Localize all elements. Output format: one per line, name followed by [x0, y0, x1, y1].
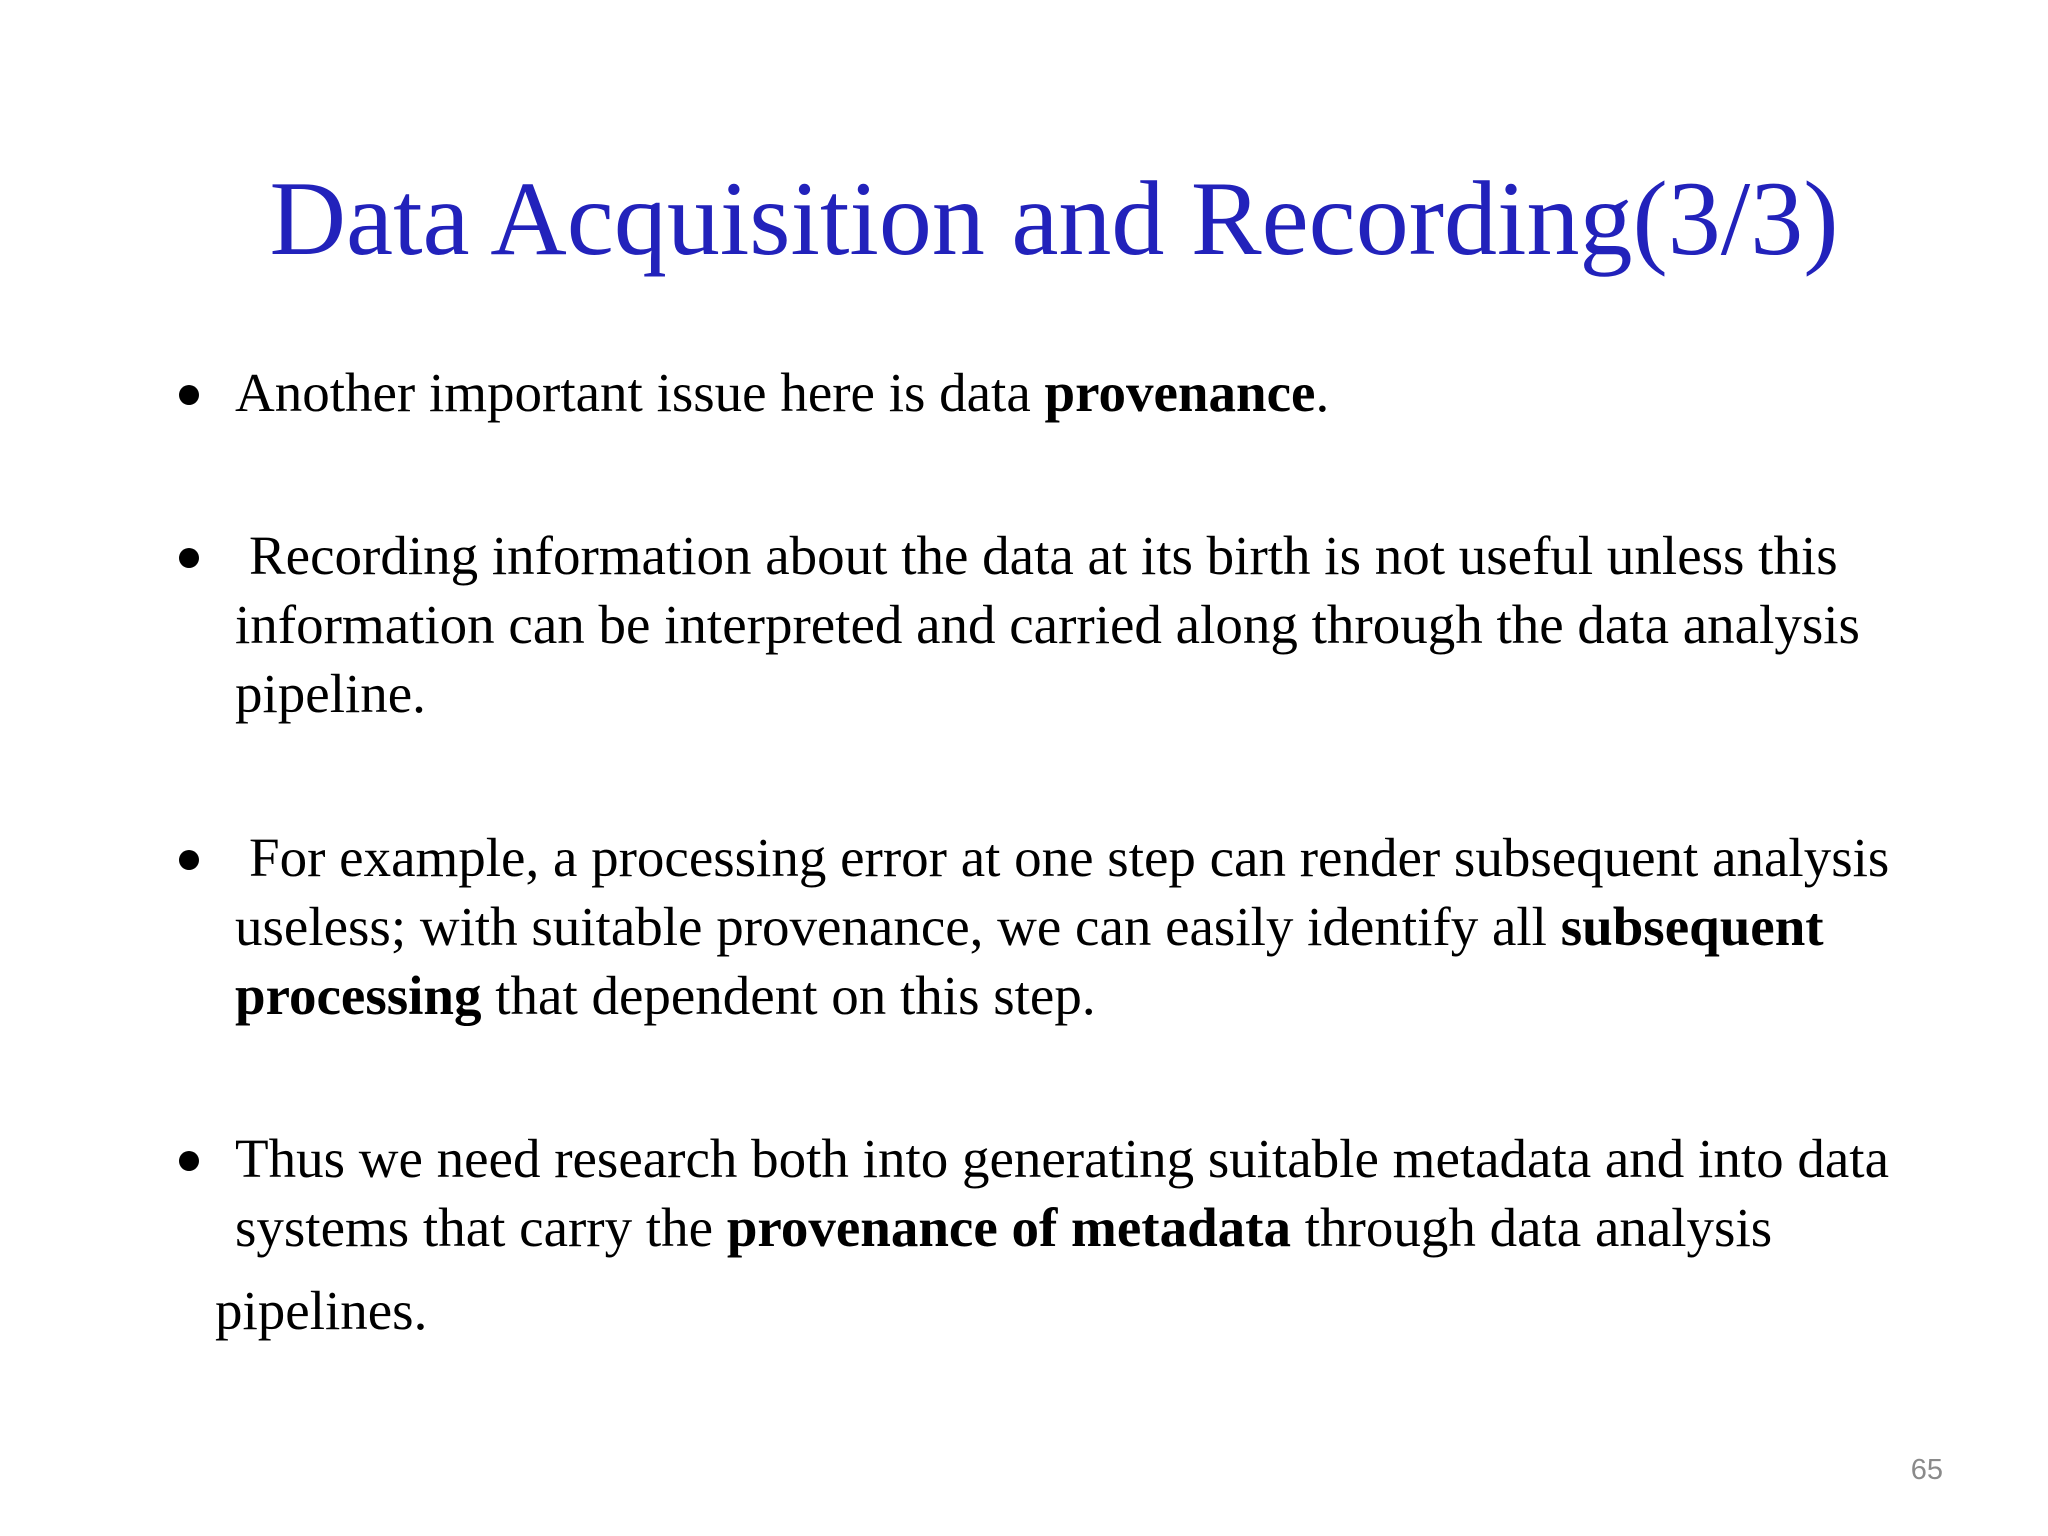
text-line: [235, 1124, 2035, 1193]
text-run: .: [1315, 362, 1330, 423]
text-line: [235, 823, 2035, 892]
text-line: [235, 1193, 2035, 1262]
text-line: [235, 961, 2035, 1030]
text-line: [215, 1276, 2035, 1345]
text-run: that dependent on this step.: [481, 965, 1096, 1026]
bullet-dot-icon: [179, 548, 199, 568]
page-number: 65: [1910, 1454, 1943, 1486]
text-line: [235, 358, 2035, 427]
text-line: [235, 659, 2035, 728]
text-run: useless; with suitable provenance, we can easily identify all: [235, 896, 1561, 957]
bullet-dot-icon: [179, 1151, 199, 1171]
emphasis-text: provenance of metadata: [726, 1197, 1291, 1258]
bullet-dot-icon: [179, 385, 199, 405]
text-run: information can be interpreted and carried along through the data analysis: [235, 594, 1860, 655]
bullet-text: [235, 358, 2035, 427]
text-run: For example, a processing error at one step can render subsequent analysis: [249, 827, 1890, 888]
bullet-text: [235, 823, 2035, 1030]
text-run: through data analysis: [1291, 1197, 1773, 1258]
text-line: [235, 892, 2035, 961]
text-run: Recording information about the data at its birth is not useful unless this: [249, 525, 1838, 586]
bullet-text: [215, 1124, 2035, 1345]
text-line: [235, 521, 2035, 590]
text-run: systems that carry the: [235, 1197, 727, 1258]
emphasis-text: provenance: [1044, 362, 1316, 423]
text-run: pipelines.: [215, 1280, 428, 1341]
slide-title: Data Acquisition and Recording(3/3): [269, 160, 1839, 277]
bullet-text: [235, 521, 2035, 728]
text-run: pipeline.: [235, 663, 426, 724]
text-run: Thus we need research both into generating suitable metadata and into data: [235, 1128, 1889, 1189]
bullet-dot-icon: [179, 850, 199, 870]
emphasis-text: subsequent: [1560, 896, 1824, 957]
emphasis-text: processing: [235, 965, 482, 1026]
text-run: Another important issue here is data: [235, 362, 1045, 423]
text-line: [235, 590, 2035, 659]
